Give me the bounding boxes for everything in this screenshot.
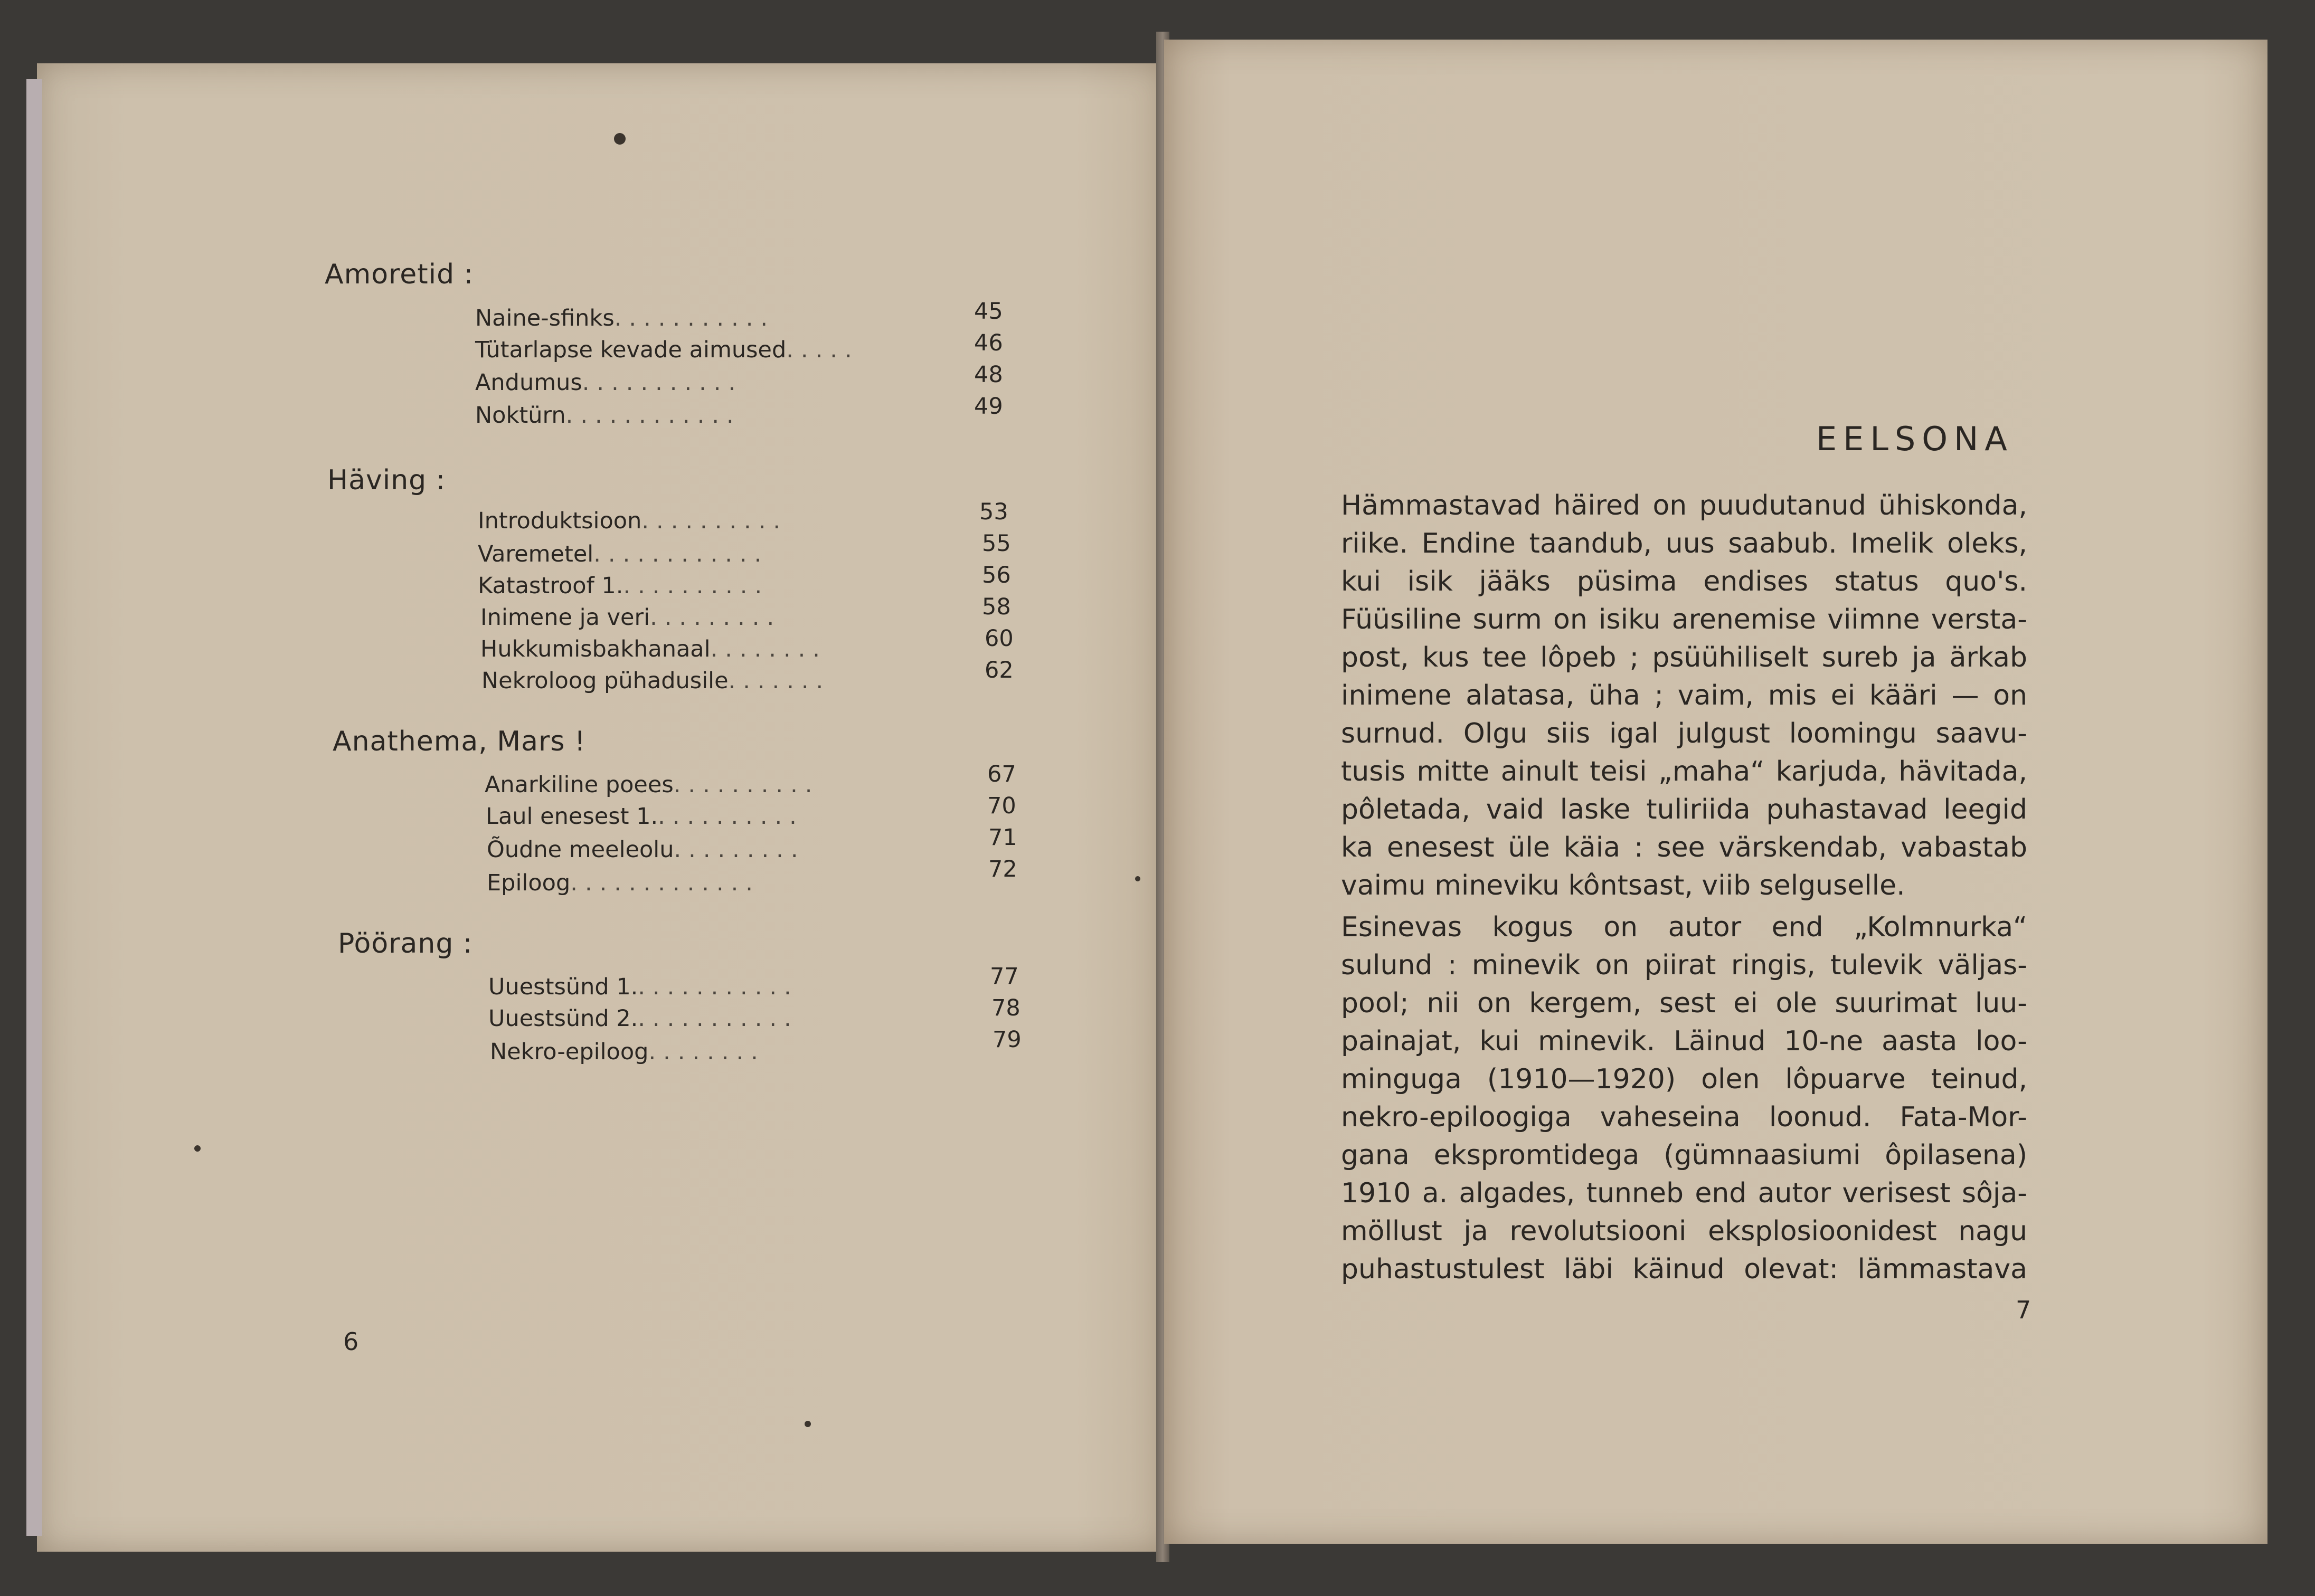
preface-line: kui isik jääks püsima endises status quo's. bbox=[1341, 566, 2027, 597]
toc-section-title: Pöörang : bbox=[338, 928, 473, 960]
paper-speck bbox=[805, 1421, 811, 1427]
toc-entry-page: 53 bbox=[979, 499, 1008, 525]
toc-entry: Õudne meeleolu......... bbox=[487, 837, 806, 863]
paper-speck bbox=[614, 133, 626, 145]
toc-entry-page: 67 bbox=[987, 761, 1016, 787]
page-number-right: 7 bbox=[2016, 1296, 2031, 1324]
preface-line: Esinevas kogus on autor end „Kolmnurka“ bbox=[1341, 911, 2027, 943]
preface-line: surnud. Olgu siis igal julgust loomingu saavu- bbox=[1341, 718, 2027, 749]
toc-entry-page: 78 bbox=[991, 995, 1021, 1021]
preface-line: sulund : minevik on piirat ringis, tulevik väljas- bbox=[1341, 949, 2027, 981]
toc-entry-page: 79 bbox=[993, 1027, 1022, 1053]
toc-entry: Uuestsünd 1............ bbox=[488, 974, 799, 1000]
paper-speck bbox=[194, 1145, 201, 1152]
preface-line: riike. Endine taandub, uus saabub. Imelik oleks, bbox=[1341, 528, 2027, 559]
preface-line: gana ekspromtidega (gümnaasiumi ôpilasena) bbox=[1341, 1139, 2027, 1171]
toc-section-title: Amoretid : bbox=[325, 259, 474, 290]
preface-line: Füüsiline surm on isiku arenemise viimne versta- bbox=[1341, 604, 2027, 635]
preface-heading: EELSONA bbox=[1816, 420, 2014, 458]
preface-line: pool; nii on kergem, sest ei ole suurimat luu- bbox=[1341, 987, 2027, 1019]
toc-entry: Hukkumisbakhanaal........ bbox=[480, 636, 827, 662]
toc-entry-page: 70 bbox=[987, 793, 1016, 819]
toc-entry: Laul enesest 1........... bbox=[486, 803, 804, 830]
preface-line: Hämmastavad häired on puudutanud ühiskonda, bbox=[1341, 490, 2027, 521]
toc-entry-page: 72 bbox=[988, 856, 1017, 882]
toc-entry-page: 55 bbox=[982, 530, 1011, 557]
toc-entry-page: 62 bbox=[985, 657, 1014, 683]
preface-line: painajat, kui minevik. Läinud 10-ne aasta loo- bbox=[1341, 1025, 2027, 1057]
right-page bbox=[1164, 40, 2267, 1544]
toc-entry-page: 45 bbox=[974, 298, 1003, 325]
toc-entry-page: 46 bbox=[974, 330, 1003, 356]
preface-line: puhastustulest läbi käinud olevat: lämmastava bbox=[1341, 1253, 2027, 1285]
toc-entry: Inimene ja veri......... bbox=[480, 604, 782, 631]
toc-entry-page: 60 bbox=[985, 625, 1014, 652]
toc-entry-page: 58 bbox=[982, 594, 1011, 620]
toc-section-title: Häving : bbox=[327, 464, 446, 496]
toc-entry-page: 56 bbox=[982, 562, 1011, 588]
toc-entry: Andumus........... bbox=[475, 369, 743, 396]
toc-entry: Anarkiline poees.......... bbox=[485, 772, 820, 798]
toc-entry: Katastroof 1........... bbox=[478, 573, 770, 599]
preface-line: inimene alatasa, üha ; vaim, mis ei kääri — on bbox=[1341, 680, 2027, 711]
preface-line: nekro-epiloogiga vaheseina loonud. Fata-Mor- bbox=[1341, 1101, 2027, 1133]
toc-entry: Varemetel............ bbox=[478, 541, 769, 567]
toc-entry: Nekroloog pühadusile....... bbox=[481, 668, 831, 694]
preface-line: ka enesest üle käia : see värskendab, vabastab bbox=[1341, 832, 2027, 863]
toc-entry: Introduktsioon.......... bbox=[478, 508, 788, 534]
preface-line: pôletada, vaid laske tuliriida puhastavad leegid bbox=[1341, 794, 2027, 825]
preface-line: vaimu mineviku kôntsast, viib selguselle. bbox=[1341, 870, 1905, 901]
toc-section-title: Anathema, Mars ! bbox=[333, 726, 586, 757]
preface-line: 1910 a. algades, tunneb end autor verisest sôja- bbox=[1341, 1177, 2027, 1209]
toc-entry-page: 48 bbox=[974, 362, 1003, 388]
toc-entry: Uuestsünd 2............ bbox=[488, 1005, 799, 1032]
page-number-left: 6 bbox=[343, 1327, 359, 1356]
preface-line: minguga (1910—1920) olen lôpuarve teinud, bbox=[1341, 1063, 2027, 1095]
toc-entry-page: 71 bbox=[988, 824, 1017, 851]
toc-entry: Noktürn............ bbox=[475, 402, 741, 429]
preface-line: tusis mitte ainult teisi „maha“ karjuda, hävitada, bbox=[1341, 756, 2027, 787]
preface-line: möllust ja revolutsiooni eksplosioonidest nagu bbox=[1341, 1215, 2027, 1247]
toc-entry-page: 77 bbox=[990, 963, 1019, 990]
preface-line: post, kus tee lôpeb ; psüühiliselt sureb ja ärkab bbox=[1341, 642, 2027, 673]
toc-entry: Nekro-epiloog........ bbox=[490, 1039, 766, 1065]
toc-entry: Epiloog............. bbox=[487, 870, 760, 896]
toc-entry: Naine-sfinks........... bbox=[475, 305, 776, 331]
toc-entry: Tütarlapse kevade aimused..... bbox=[475, 337, 859, 363]
toc-entry-page: 49 bbox=[974, 393, 1003, 420]
paper-speck bbox=[1135, 876, 1140, 881]
